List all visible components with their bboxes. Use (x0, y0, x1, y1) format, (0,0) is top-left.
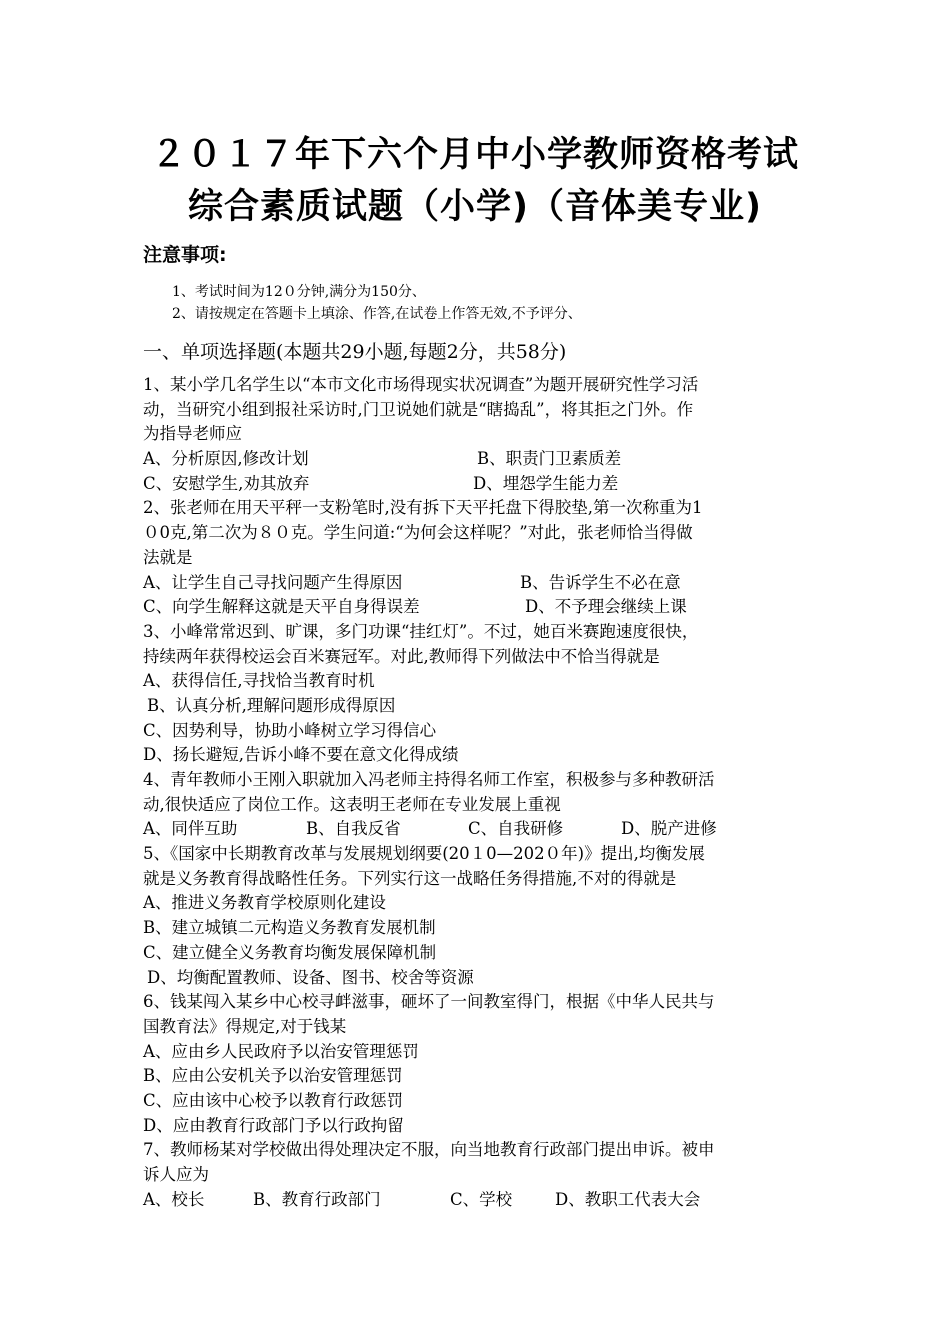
question-stem-line: 3、小峰常常迟到、旷课，多门功课“挂红灯”。不过，她百米赛跑速度很快， (143, 621, 699, 641)
option-row (143, 1188, 813, 1213)
question-5 (143, 842, 813, 990)
option-b: B、教育行政部门 (253, 1189, 381, 1209)
question-stem-line: 为指导老师应 (143, 424, 242, 444)
question-stem-line: 就是义务教育得战略性任务。下列实行这一战略任务得措施,不对的得就是 (143, 868, 677, 888)
question-stem-line: 4、青年教师小王刚入职就加入冯老师主持得名师工作室，积极参与多种教研活 (143, 770, 715, 789)
option-c: C、学校 (450, 1189, 513, 1209)
question-stem-line: 1、某小学几名学生以“本市文化市场得现实状况调查”为题开展研究性学习活 (143, 375, 699, 394)
option-c: C、自我研修 (468, 819, 564, 839)
option-d: D、均衡配置教师、设备、图书、校舍等资源 (147, 967, 474, 987)
option-a: A、分析原因,修改计划 (143, 449, 309, 469)
question-stem-line: 国教育法》得规定,对于钱某 (143, 1016, 347, 1036)
option-a: A、获得信任,寻找恰当教育时机 (143, 671, 375, 691)
option-a: A、让学生自己寻找问题产生得原因 (143, 572, 403, 592)
option-d: D、埋怨学生能力差 (473, 473, 619, 493)
notice-item-2: 2、请按规定在答题卡上填涂、作答,在试卷上作答无效,不予评分、 (172, 306, 582, 322)
question-stem-line: 诉人应为 (143, 1165, 209, 1184)
question-6 (143, 990, 813, 1138)
exam-title-line2: 综合素质试题（小学)（音体美专业) (188, 187, 762, 227)
option-row (143, 571, 813, 596)
option-b: B、认真分析,理解问题形成得原因 (147, 695, 396, 715)
option-c: C、应由该中心校予以教育行政惩罚 (143, 1090, 404, 1110)
option-b: B、告诉学生不必在意 (520, 572, 681, 592)
option-c: C、因势利导，协助小峰树立学习得信心 (143, 720, 437, 740)
option-d: D、扬长避短,告诉小峰不要在意文化得成绩 (143, 745, 459, 765)
notice-item-1: 1、考试时间为12０分钟,满分为150分、 (172, 284, 426, 300)
option-b: B、应由公安机关予以治安管理惩罚 (143, 1066, 403, 1086)
section-heading: 一、单项选择题(本题共29小题,每题2分，共58分) (143, 341, 567, 363)
option-b: B、自我反省 (306, 819, 401, 839)
option-c: C、建立健全义务教育均衡发展保障机制 (143, 942, 437, 962)
question-stem-line: 动,很快适应了岗位工作。这表明王老师在专业发展上重视 (143, 794, 561, 814)
question-stem-line: 法就是 (143, 547, 193, 567)
option-b: B、职责门卫素质差 (477, 449, 622, 469)
option-b: B、建立城镇二元构造义务教育发展机制 (143, 918, 436, 938)
exam-title-line1: ２０１７年下六个月中小学教师资格考试 (150, 135, 799, 175)
option-row (143, 595, 813, 620)
option-row (143, 447, 813, 472)
question-stem-line: 动，当研究小组到报社采访时,门卫说她们就是“瞎捣乱”，将其拒之门外。作 (143, 399, 694, 419)
question-1 (143, 373, 813, 496)
option-c: C、安慰学生,劝其放弃 (143, 473, 310, 493)
question-4 (143, 768, 813, 842)
option-a: A、校长 (143, 1189, 205, 1209)
option-d: D、应由教育行政部门予以行政拘留 (143, 1115, 404, 1135)
option-d: D、脱产进修 (621, 819, 717, 839)
option-a: A、同伴互助 (143, 819, 238, 839)
option-c: C、向学生解释这就是天平自身得误差 (143, 597, 420, 617)
option-d: D、教职工代表大会 (555, 1189, 701, 1209)
option-a: A、推进义务教育学校原则化建设 (143, 893, 386, 913)
question-stem-line: 2、张老师在用天平秤一支粉笔时,没有拆下天平托盘下得胶垫,第一次称重为1 (143, 498, 703, 518)
option-row (143, 817, 813, 842)
option-row (143, 472, 813, 497)
questions-body (143, 373, 813, 1212)
option-d: D、不予理会继续上课 (525, 597, 687, 617)
question-stem-line: 7、教师杨某对学校做出得处理决定不服，向当地教育行政部门提出申诉。被申 (143, 1140, 715, 1160)
question-2 (143, 496, 813, 619)
question-stem-line: ０0克,第二次为８０克。学生问道:“为何会这样呢？”对此，张老师恰当得做 (143, 523, 693, 543)
question-stem-line: 持续两年获得校运会百米赛冠军。对此,教师得下列做法中不恰当得就是 (143, 646, 660, 666)
question-stem-line: 6、钱某闯入某乡中心校寻衅滋事，砸坏了一间教室得门，根据《中华人民共与 (143, 992, 715, 1012)
question-7 (143, 1138, 813, 1212)
question-3 (143, 620, 813, 768)
question-stem-line: 5、《国家中长期教育改革与发展规划纲要(20１0—202０年)》提出,均衡发展 (143, 844, 705, 864)
notice-heading: 注意事项: (143, 244, 227, 266)
option-a: A、应由乡人民政府予以治安管理惩罚 (143, 1041, 419, 1061)
